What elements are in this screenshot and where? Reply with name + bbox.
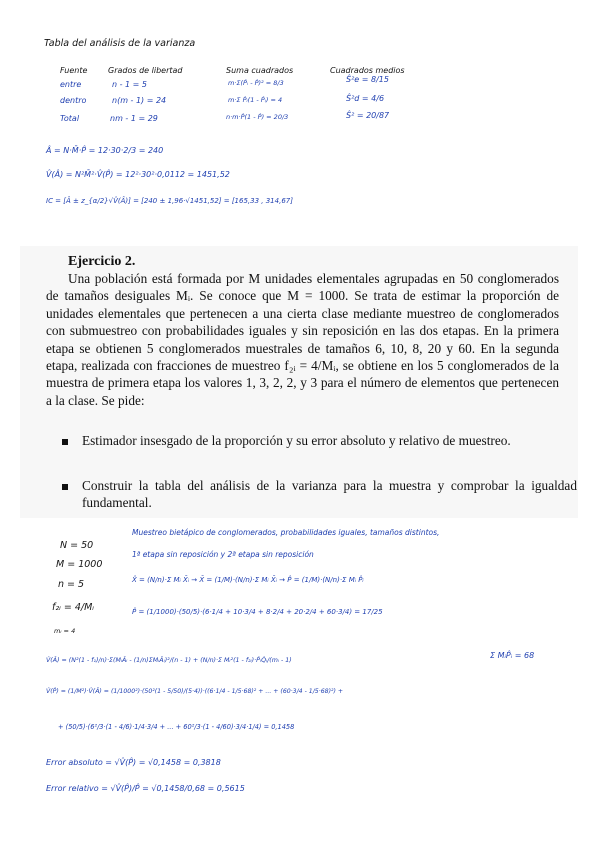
given-N: N = 50 xyxy=(60,540,94,551)
anova-cell-source: entre xyxy=(60,80,82,89)
exercise-bullet xyxy=(62,477,577,512)
method-line1: Muestreo bietápico de conglomerados, probabilidades iguales, tamaños distintos, xyxy=(132,528,440,537)
bullet-text: Estimador insesgado de la proporción y su error absoluto y relativo de muestreo. xyxy=(82,433,511,448)
anova-cell-ss: n·m·P̂(1 - P̂) = 20/3 xyxy=(226,113,289,121)
anova-cell-ms: Ŝ² = 20/87 xyxy=(346,111,390,120)
anova-cell-df: n(m - 1) = 24 xyxy=(112,96,167,105)
anova-header-df: Grados de libertad xyxy=(108,66,183,75)
bullet-square-icon xyxy=(62,439,68,445)
anova-header-source: Fuente xyxy=(60,66,88,75)
anova-table-title: Tabla del análisis de la varianza xyxy=(44,38,196,49)
anova-cell-ms: Ŝ²e = 8/15 xyxy=(346,75,389,84)
exercise-title: Ejercicio 2. xyxy=(68,254,136,269)
anova-header-ms: Cuadrados medios xyxy=(330,66,405,75)
given-f2i: f₂ᵢ = 4/Mᵢ xyxy=(52,602,94,613)
variance-p-line2: + (50/5)·(6²/3·(1 - 4/6)·1/4·3/4 + ... + 60²/3·(1 - 4/60)·3/4·1/4) = 0,1458 xyxy=(58,723,295,731)
sum-note: Σ MᵢP̂ᵢ = 68 xyxy=(490,651,535,660)
anova-cell-df: n - 1 = 5 xyxy=(112,80,148,89)
estimate-total: Â = N·M̄·P̂ = 12·30·2/3 = 240 xyxy=(46,146,164,155)
method-line2: 1ª etapa sin reposición y 2ª etapa sin reposición xyxy=(132,550,314,559)
exercise-bullet xyxy=(62,432,577,449)
absolute-error: Error absoluto = √V̂(P̂) = √0,1458 = 0,3818 xyxy=(46,758,221,767)
variance-total: V̂(Â) = N²M̄²·V̂(P̂) = 12²·30²·0,0112 = 1451,52 xyxy=(46,170,230,179)
estimator-formula: X̂ = (N/n)·Σ Mᵢ X̄ᵢ → X̄ = (1/M)·(N/n)·Σ Mᵢ X̄ᵢ → P̂ = (1/M)·(N/n)·Σ Mᵢ P̂ᵢ xyxy=(132,576,364,584)
estimator-value: P̂ = (1/1000)·(50/5)·(6·1/4 + 10·3/4 + 8·2/4 + 20·2/4 + 60·3/4) = 17/25 xyxy=(132,608,383,616)
exercise-block xyxy=(20,246,578,518)
anova-cell-source: Total xyxy=(60,114,80,123)
variance-formula: V̂(Â) = (N²(1 - f₁)/n)·Σ(MᵢÂᵢ - (1/n)ΣMᵢÂᵢ)²/(n - 1) + (N/n)·Σ Mᵢ²(1 - f₂ᵢ)·P̂ᵢQ̂ᵢ/(mᵢ - 1) xyxy=(46,657,292,664)
anova-cell-ms: Ŝ²d = 4/6 xyxy=(346,94,385,103)
anova-cell-ss: m·Σ P̂ᵢ(1 - P̂ᵢ) = 4 xyxy=(228,96,283,104)
given-n: n = 5 xyxy=(58,579,85,590)
anova-cell-df: nm - 1 = 29 xyxy=(110,114,158,123)
exercise-statement: Una población está formada por M unidades elementales agrupadas en 50 conglomerados de tamaños desiguales Mᵢ. Se conoce que M = 1000. Se trata de estimar la proporción de unidades elementales que pertenecen a una cierta clase mediante muestreo de conglomerados con submuestreo con probabilidades iguales y sin reposición en las dos etapas. En la primera etapa se obtienen 5 conglomerados muestrales de tamaños 6, 10, 8, 20 y 60. En la segunda etapa, realizada con fracciones de muestreo f₂ᵢ = 4/Mᵢ, se obtiene en los 5 conglomerados de la muestra de primera etapa los valores 1, 3, 2, 2, y 3 para el número de elementos que pertenecen a la clase. Se pide: xyxy=(46,271,559,408)
variance-p-line1: V̂(P̂) = (1/M²)·V̂(Â) = (1/1000²)·(50²(1 - 5/50)/(5·4))·((6·1/4 - 1/5·68)² + ... + (60·3/4 - 1/5·68)²) + xyxy=(46,688,344,695)
bullet-text: Construir la tabla del análisis de la varianza para la muestra y comprobar la igualdad fundamental. xyxy=(82,478,577,511)
relative-error: Error relativo = √V̂(P̂)/P̂ = √0,1458/0,68 = 0,5615 xyxy=(46,784,245,793)
given-mi: mᵢ = 4 xyxy=(54,627,76,635)
confidence-interval: IC = [Â ± z_{α/2}√V̂(Â)] = [240 ± 1,96·√1451,52] = [165,33 , 314,67] xyxy=(46,197,293,205)
bullet-square-icon xyxy=(62,484,68,490)
anova-header-ss: Suma cuadrados xyxy=(226,66,294,75)
anova-cell-source: dentro xyxy=(60,96,87,105)
anova-cell-ss: m·Σ(P̂ᵢ - P̂)² = 8/3 xyxy=(228,79,284,87)
given-M: M = 1000 xyxy=(56,559,103,570)
